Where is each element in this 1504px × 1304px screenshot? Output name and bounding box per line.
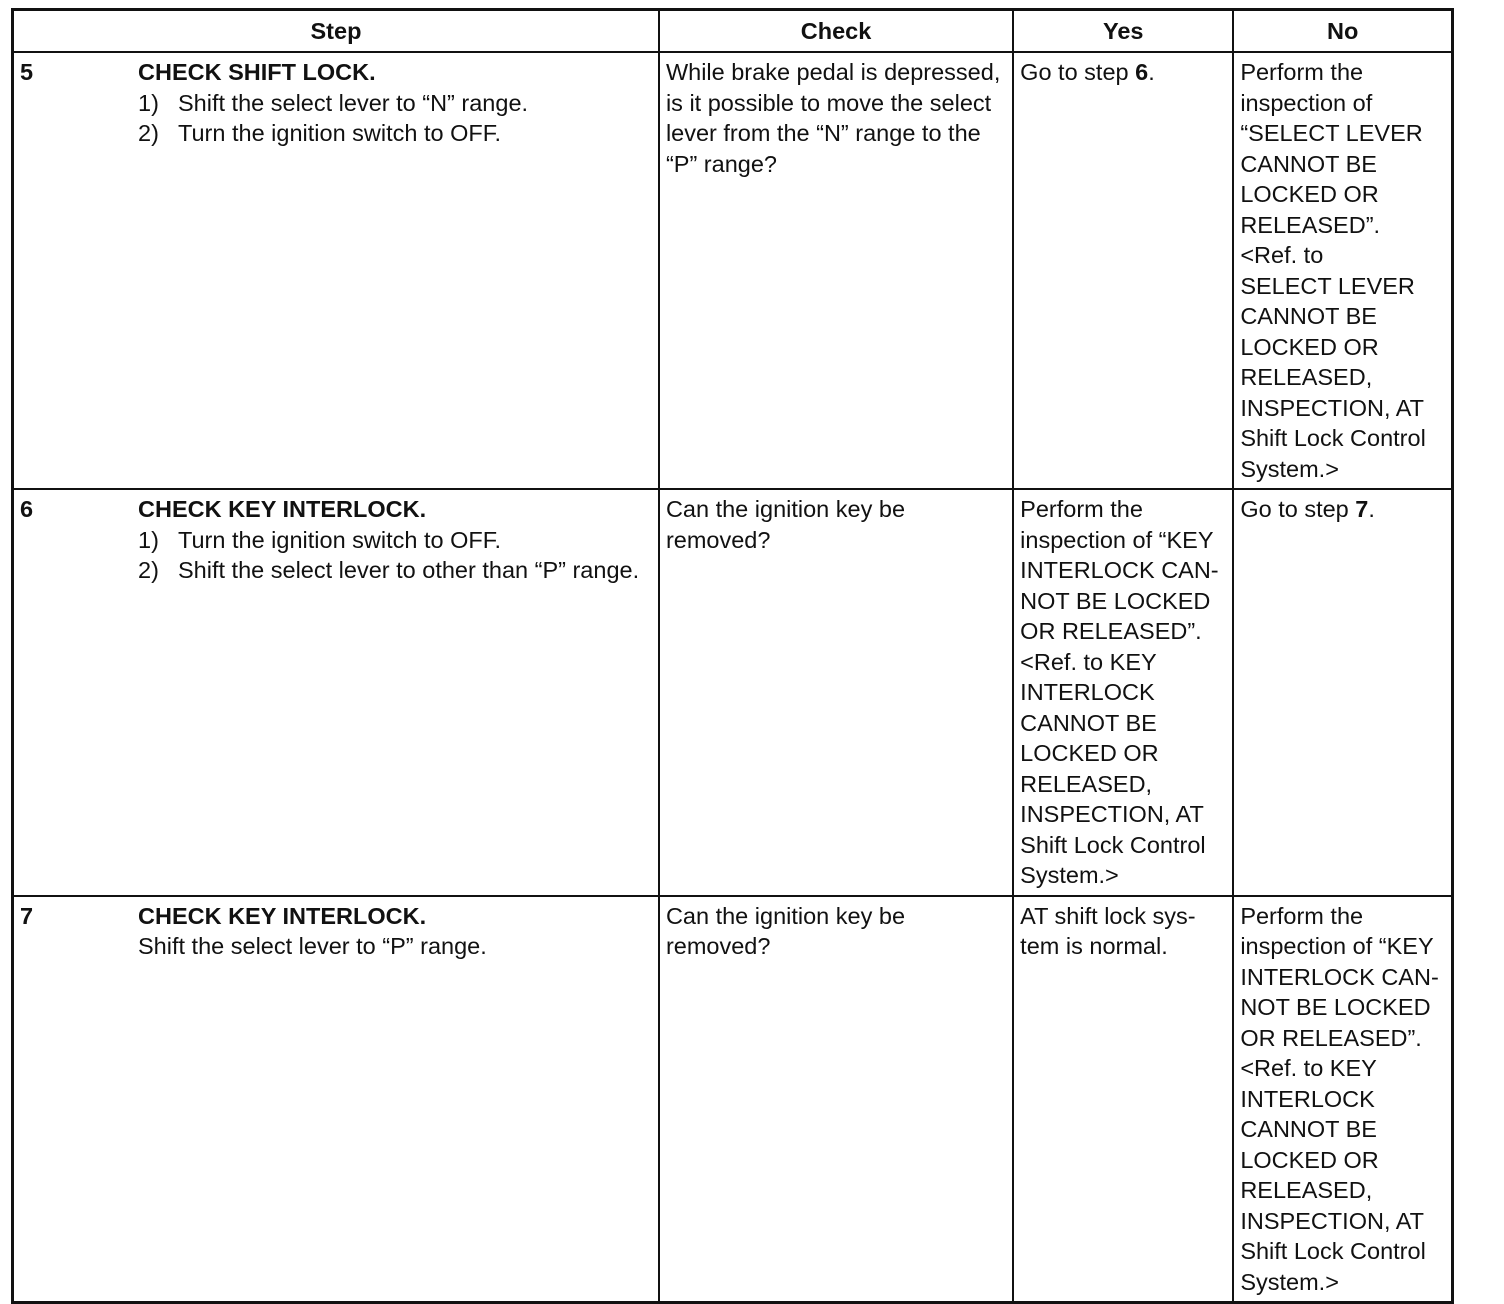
no-cell xyxy=(1233,896,1452,1303)
no-line: Shift Lock Control xyxy=(1240,1238,1426,1264)
list-item-number: 1) xyxy=(138,526,159,553)
header-step: Step xyxy=(13,10,659,53)
yes-cell xyxy=(1013,896,1233,1303)
yes-line: OR RELEASED”. xyxy=(1020,618,1202,644)
diagnostic-table xyxy=(11,8,1454,1304)
no-line: RELEASED, xyxy=(1240,364,1373,390)
table-row-step-5 xyxy=(13,52,1453,489)
no-line: LOCKED OR xyxy=(1240,333,1379,360)
yes-line: NOT BE LOCKED xyxy=(1020,587,1211,614)
no-line: Perform the xyxy=(1240,902,1364,929)
check-cell: Can the ignition key be removed? xyxy=(659,489,1013,896)
no-text: Go to step xyxy=(1240,496,1356,522)
yes-line: System.> xyxy=(1020,862,1119,888)
yes-line: INSPECTION, AT xyxy=(1020,801,1204,827)
step-reference: 6 xyxy=(1135,59,1149,85)
yes-line: inspection of “KEY xyxy=(1020,526,1214,553)
no-line: INTERLOCK xyxy=(1240,1085,1375,1112)
no-line: CANNOT BE xyxy=(1240,303,1377,329)
step-instruction: Shift the select lever to “P” range. xyxy=(138,933,487,959)
step-number: 7 xyxy=(20,902,34,929)
no-line: SELECT LEVER xyxy=(1240,272,1415,299)
no-line: CANNOT BE xyxy=(1240,150,1377,177)
list-item-number: 2) xyxy=(138,557,159,583)
yes-line: <Ref. to KEY xyxy=(1020,648,1157,675)
check-cell: While brake pedal is depressed, is it possible to move the select lever from the “N” range to the “P” range? xyxy=(659,52,1013,489)
yes-line: Perform the xyxy=(1020,496,1143,522)
no-line: System.> xyxy=(1240,455,1339,482)
step-title: CHECK KEY INTERLOCK. xyxy=(138,902,427,929)
list-item-text: Shift the select lever to “N” range. xyxy=(178,89,529,116)
list-item xyxy=(138,118,658,149)
list-item xyxy=(138,88,658,119)
no-line: INSPECTION, AT xyxy=(1240,1207,1424,1234)
no-line: INSPECTION, AT xyxy=(1240,394,1424,421)
yes-suffix: . xyxy=(1148,59,1155,85)
table-row-step-6 xyxy=(13,489,1453,896)
list-item-number: 1) xyxy=(138,89,159,116)
step-cell xyxy=(13,52,659,489)
no-line: RELEASED, xyxy=(1240,1177,1373,1203)
step-title: CHECK SHIFT LOCK. xyxy=(138,59,376,85)
no-line: inspection of “KEY xyxy=(1240,933,1434,959)
yes-line: Shift Lock Control xyxy=(1020,831,1206,858)
step-reference: 7 xyxy=(1355,496,1369,522)
no-line: LOCKED OR xyxy=(1240,1146,1379,1173)
no-line: RELEASED”. xyxy=(1240,211,1381,238)
no-line: “SELECT LEVER xyxy=(1240,120,1423,146)
no-line: INTERLOCK CAN- xyxy=(1240,963,1439,990)
yes-line: tem is normal. xyxy=(1020,933,1168,959)
no-cell xyxy=(1233,489,1452,896)
no-line: <Ref. to KEY xyxy=(1240,1055,1377,1081)
no-suffix: . xyxy=(1368,496,1375,522)
no-line: System.> xyxy=(1240,1268,1339,1295)
yes-line: INTERLOCK xyxy=(1020,679,1155,705)
no-line: CANNOT BE xyxy=(1240,1116,1377,1142)
step-cell xyxy=(13,896,659,1303)
list-item-text: Turn the ignition switch to OFF. xyxy=(178,120,502,146)
no-line: OR RELEASED”. xyxy=(1240,1024,1422,1051)
yes-cell xyxy=(1013,52,1233,489)
step-title: CHECK KEY INTERLOCK. xyxy=(138,496,427,522)
list-item-text: Turn the ignition switch to OFF. xyxy=(178,526,502,553)
yes-text: Go to step xyxy=(1020,59,1136,85)
check-cell: Can the ignition key be removed? xyxy=(659,896,1013,1303)
step-number: 6 xyxy=(20,496,34,522)
header-row xyxy=(13,10,1453,53)
yes-line: RELEASED, xyxy=(1020,770,1153,797)
yes-line: INTERLOCK CAN- xyxy=(1020,557,1219,583)
no-line: inspection of xyxy=(1240,89,1373,116)
list-item xyxy=(138,555,658,586)
no-line: NOT BE LOCKED xyxy=(1240,994,1431,1020)
no-cell xyxy=(1233,52,1452,489)
header-no: No xyxy=(1233,10,1452,53)
list-item-number: 2) xyxy=(138,120,159,146)
yes-line: CANNOT BE xyxy=(1020,709,1157,736)
no-line: <Ref. to xyxy=(1240,242,1324,268)
table-row-step-7 xyxy=(13,896,1453,1303)
yes-cell xyxy=(1013,489,1233,896)
step-number: 5 xyxy=(20,59,34,85)
header-check: Check xyxy=(659,10,1013,53)
yes-line: AT shift lock sys- xyxy=(1020,902,1196,929)
no-line: LOCKED OR xyxy=(1240,181,1379,207)
list-item xyxy=(138,525,658,556)
step-cell xyxy=(13,489,659,896)
header-yes: Yes xyxy=(1013,10,1233,53)
list-item-text: Shift the select lever to other than “P” range. xyxy=(178,557,640,583)
no-line: Perform the xyxy=(1240,59,1364,85)
no-line: Shift Lock Control xyxy=(1240,425,1426,451)
yes-line: LOCKED OR xyxy=(1020,740,1159,766)
